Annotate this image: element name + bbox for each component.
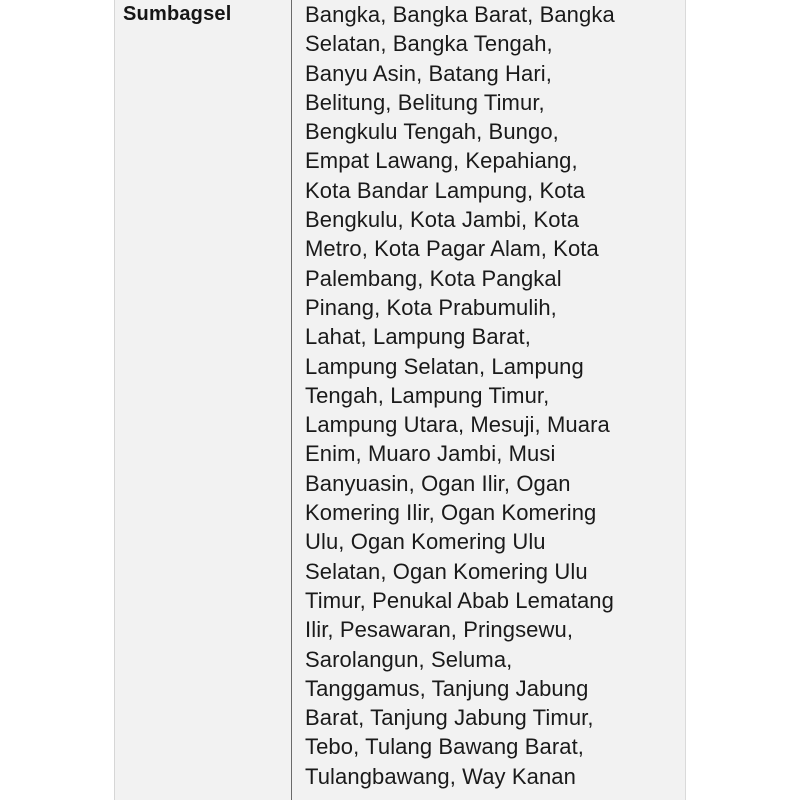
regency-list-line: Lahat, Lampung Barat, [305,324,531,350]
regency-list-line: Barat, Tanjung Jabung Timur, [305,705,594,731]
regency-list-line: Metro, Kota Pagar Alam, Kota [305,236,599,262]
regency-list-line: Tengah, Lampung Timur, [305,382,550,408]
regency-list-line: Tebo, Tulang Bawang Barat, [305,734,585,760]
regency-list-line: Selatan, Ogan Komering Ulu [305,558,588,584]
region-name-cell: Sumbagsel [123,3,232,25]
regency-list-line: Banyuasin, Ogan Ilir, Ogan [305,470,571,496]
regency-list-cell [305,0,681,791]
regency-list-line: Ilir, Pesawaran, Pringsewu, [305,617,574,643]
regency-list-line: Enim, Muaro Jambi, Musi [305,441,556,467]
regency-list-line: Empat Lawang, Kepahiang, [305,148,578,174]
regency-list-line: Tanggamus, Tanjung Jabung [305,675,589,701]
regency-list-line: Bangka, Bangka Barat, Bangka [305,2,615,27]
region-table [114,0,686,800]
regency-list-line: Tulangbawang, Way Kanan [305,763,576,789]
column-divider [291,0,292,800]
regency-list-line: Lampung Selatan, Lampung [305,353,584,379]
regency-list-line: Lampung Utara, Mesuji, Muara [305,412,610,438]
regency-list-line: Palembang, Kota Pangkal [305,265,562,291]
regency-list-line: Pinang, Kota Prabumulih, [305,294,557,320]
regency-list-line: Selatan, Bangka Tengah, [305,31,553,57]
regency-list-line: Sarolangun, Seluma, [305,646,513,672]
regency-list-line: Timur, Penukal Abab Lematang [305,587,614,613]
regency-list-line: Banyu Asin, Batang Hari, [305,60,552,86]
regency-list-line: Bengkulu Tengah, Bungo, [305,119,559,145]
regency-list-line: Bengkulu, Kota Jambi, Kota [305,207,580,233]
regency-list-line: Ulu, Ogan Komering Ulu [305,529,546,555]
regency-list-line: Belitung, Belitung Timur, [305,89,545,115]
regency-list-line: Komering Ilir, Ogan Komering [305,500,597,526]
regency-list-line: Kota Bandar Lampung, Kota [305,177,586,203]
